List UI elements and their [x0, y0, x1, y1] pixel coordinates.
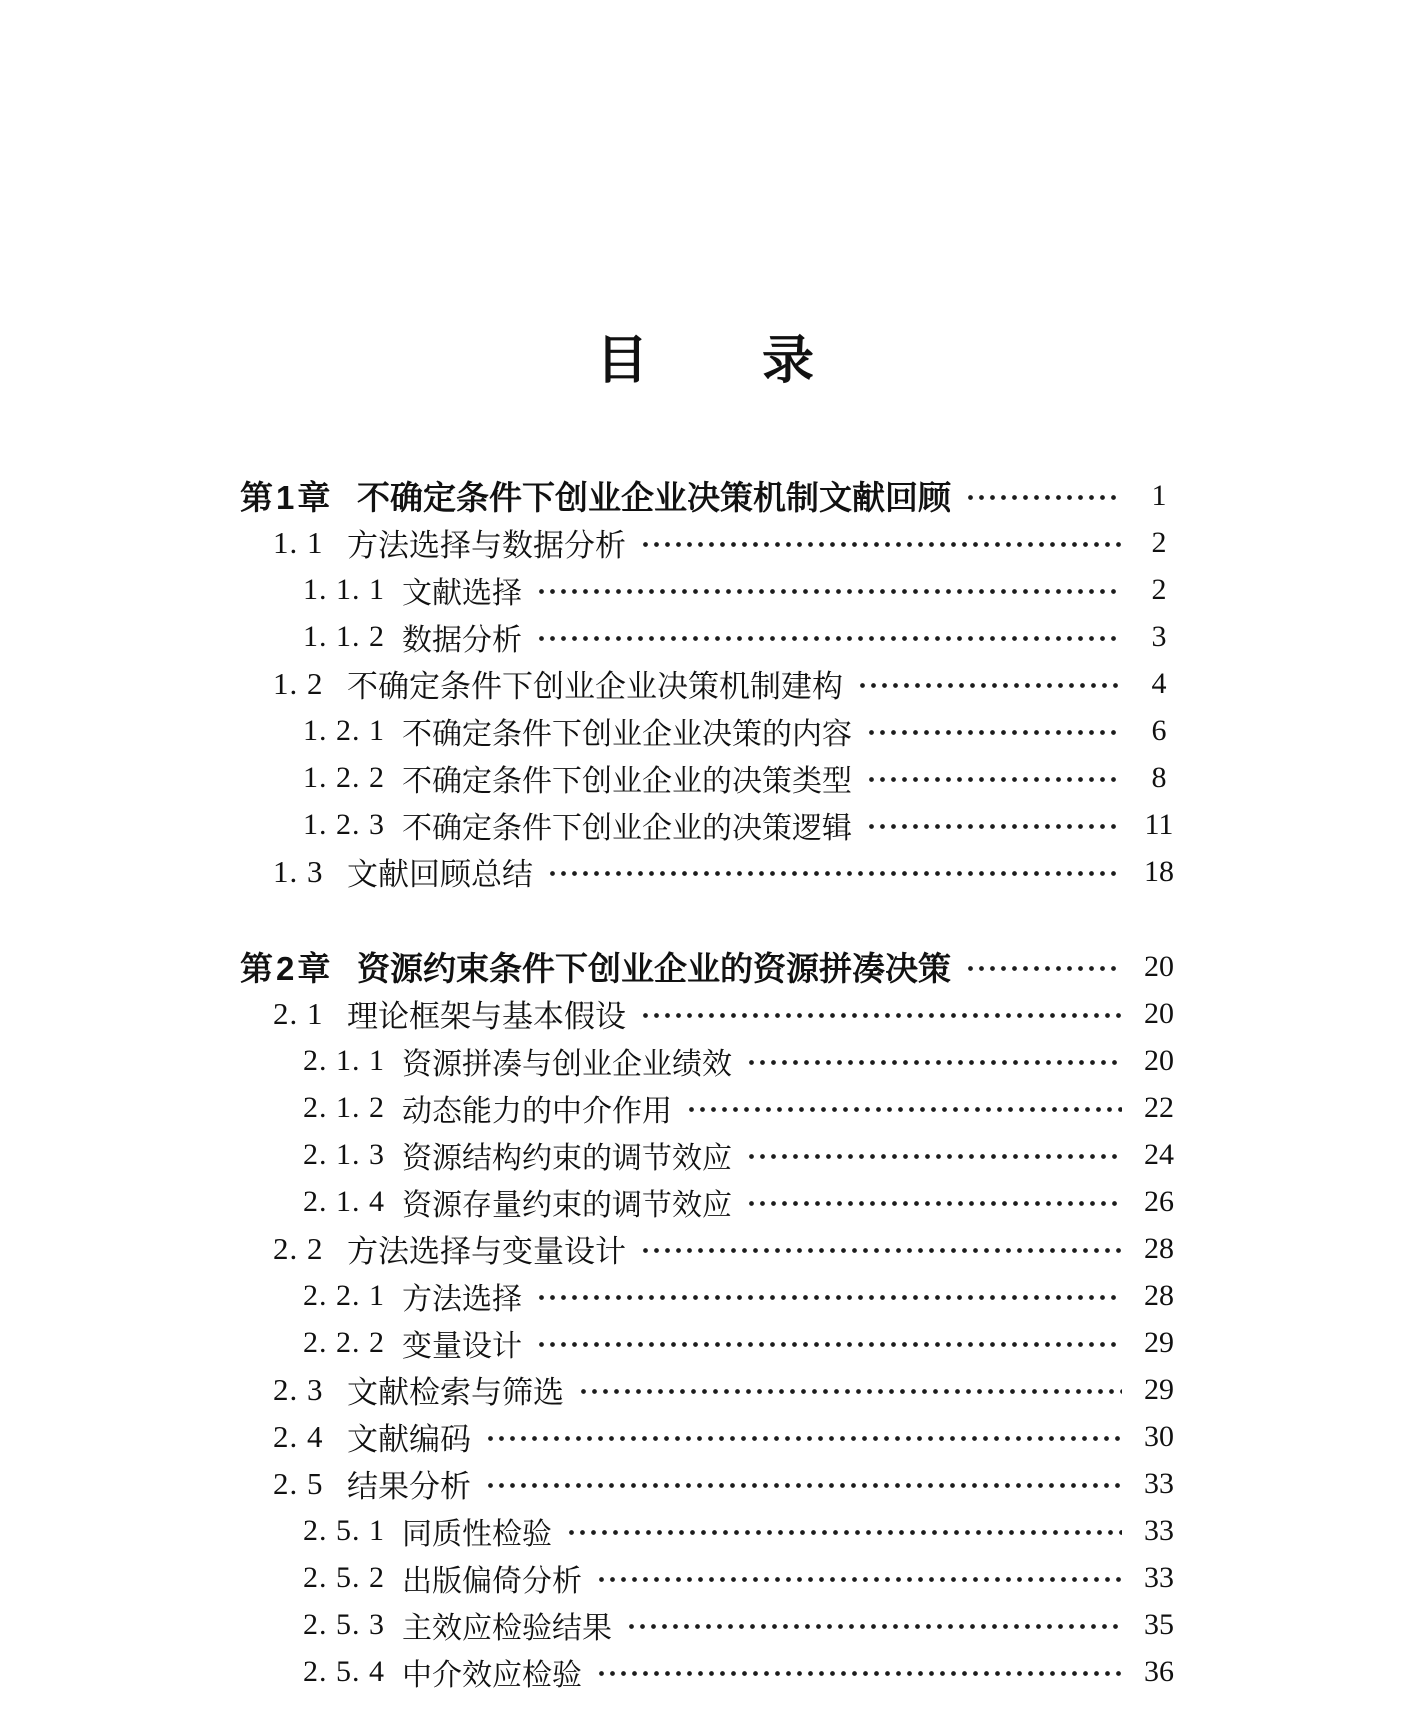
entry-page-number: 11 — [1144, 807, 1174, 841]
entry-number: 2. 2. 2 — [303, 1325, 385, 1359]
toc-entry — [240, 1272, 1186, 1319]
entry-page-number: 8 — [1151, 760, 1167, 794]
entry-title: 出版偏倚分析 — [402, 1564, 582, 1598]
dot-leader — [965, 492, 1122, 504]
entry-title: 主效应检验结果 — [402, 1611, 612, 1645]
entry-title: 方法选择与变量设计 — [347, 1234, 626, 1269]
toc-entry — [240, 519, 1186, 566]
page-title-char-mu: 目 — [595, 333, 650, 390]
entry-page-number: 26 — [1144, 1184, 1174, 1218]
dot-leader — [536, 1292, 1122, 1304]
toc-entry — [240, 990, 1186, 1037]
entry-page-number: 22 — [1144, 1090, 1174, 1124]
entry-number: 1. 3 — [273, 853, 324, 889]
dot-leader — [965, 963, 1122, 975]
entry-number: 2. 2. 1 — [303, 1278, 385, 1312]
entry-page-number: 36 — [1144, 1654, 1174, 1688]
entry-page-number: 2 — [1151, 525, 1167, 559]
entry-number: 2. 1. 2 — [303, 1090, 385, 1124]
toc-entry — [240, 613, 1186, 660]
entry-title: 中介效应检验 — [402, 1658, 582, 1692]
dot-leader — [547, 868, 1122, 880]
entry-page-number: 29 — [1144, 1325, 1174, 1359]
toc-entry — [240, 1084, 1186, 1131]
toc-entry — [240, 1037, 1186, 1084]
toc-entry — [240, 660, 1186, 707]
toc-entry — [240, 943, 1186, 990]
toc-entry — [240, 1319, 1186, 1366]
entry-page-number: 35 — [1144, 1607, 1174, 1641]
entry-title: 数据分析 — [402, 623, 522, 657]
dot-leader — [536, 1339, 1122, 1351]
toc-entry — [240, 1554, 1186, 1601]
toc-entry — [240, 848, 1186, 895]
dot-leader — [536, 586, 1122, 598]
entry-number: 2. 5 — [273, 1465, 324, 1501]
dot-leader — [578, 1386, 1122, 1398]
entry-title: 不确定条件下创业企业决策的内容 — [402, 717, 852, 751]
entry-number: 1. 1. 1 — [303, 572, 385, 606]
entry-number: 2. 5. 1 — [303, 1513, 385, 1547]
entry-page-number: 30 — [1144, 1419, 1174, 1453]
entry-number: 1. 2. 1 — [303, 713, 385, 747]
entry-number: 2. 5. 4 — [303, 1654, 385, 1688]
entry-title: 不确定条件下创业企业的决策逻辑 — [402, 811, 852, 845]
toc-entry — [240, 1460, 1186, 1507]
entry-title: 资源结构约束的调节效应 — [402, 1141, 732, 1175]
dot-leader — [536, 633, 1122, 645]
toc-entry — [240, 1178, 1186, 1225]
dot-leader — [686, 1104, 1122, 1116]
entry-number: 2. 5. 3 — [303, 1607, 385, 1641]
toc-entry — [240, 472, 1186, 519]
entry-page-number: 6 — [1151, 713, 1167, 747]
entry-page-number: 20 — [1144, 949, 1174, 983]
entry-page-number: 3 — [1151, 619, 1167, 653]
toc-entry — [240, 1413, 1186, 1460]
entry-page-number: 29 — [1144, 1372, 1174, 1406]
entry-number: 第1章 — [240, 479, 334, 516]
toc-entry — [240, 1507, 1186, 1554]
entry-number: 2. 2 — [273, 1230, 324, 1266]
entry-number: 1. 2 — [273, 665, 324, 701]
entry-page-number: 33 — [1144, 1513, 1174, 1547]
entry-page-number: 20 — [1144, 1043, 1174, 1077]
entry-number: 1. 1 — [273, 524, 324, 560]
entry-number: 2. 1. 1 — [303, 1043, 385, 1077]
entry-page-number: 33 — [1144, 1560, 1174, 1594]
entry-title: 资源约束条件下创业企业的资源拼凑决策 — [357, 950, 951, 987]
entry-number: 第2章 — [240, 950, 334, 987]
dot-leader — [485, 1480, 1122, 1492]
entry-title: 文献检索与筛选 — [347, 1375, 564, 1410]
dot-leader — [640, 1245, 1122, 1257]
page-title — [0, 0, 1412, 388]
entry-title: 方法选择与数据分析 — [347, 528, 626, 563]
dot-leader — [857, 680, 1122, 692]
toc-entry — [240, 1225, 1186, 1272]
dot-leader — [596, 1668, 1122, 1680]
entry-title: 文献回顾总结 — [347, 857, 533, 892]
dot-leader — [866, 727, 1122, 739]
entry-page-number: 28 — [1144, 1231, 1174, 1265]
entry-title: 动态能力的中介作用 — [402, 1094, 672, 1128]
dot-leader — [866, 774, 1122, 786]
entry-page-number: 18 — [1144, 854, 1174, 888]
entry-title: 变量设计 — [402, 1329, 522, 1363]
toc-entry — [240, 1131, 1186, 1178]
toc-entry — [240, 754, 1186, 801]
entry-number: 1. 2. 3 — [303, 807, 385, 841]
entry-number: 1. 1. 2 — [303, 619, 385, 653]
dot-leader — [485, 1433, 1122, 1445]
toc-entry — [240, 801, 1186, 848]
entry-title: 不确定条件下创业企业的决策类型 — [402, 764, 852, 798]
toc-entry — [240, 1366, 1186, 1413]
dot-leader — [626, 1621, 1122, 1633]
dot-leader — [746, 1198, 1122, 1210]
dot-leader — [866, 821, 1122, 833]
entry-title: 结果分析 — [347, 1469, 471, 1504]
dot-leader — [566, 1527, 1122, 1539]
toc-entry — [240, 1648, 1186, 1695]
entry-page-number: 20 — [1144, 996, 1174, 1030]
entry-number: 2. 3 — [273, 1371, 324, 1407]
entry-page-number: 28 — [1144, 1278, 1174, 1312]
entry-number: 2. 5. 2 — [303, 1560, 385, 1594]
entry-number: 2. 1. 4 — [303, 1184, 385, 1218]
entry-number: 2. 1. 3 — [303, 1137, 385, 1171]
toc-entry — [240, 566, 1186, 613]
entry-title: 不确定条件下创业企业决策机制文献回顾 — [357, 479, 951, 516]
entry-number: 2. 4 — [273, 1418, 324, 1454]
toc-entry — [240, 1601, 1186, 1648]
entry-title: 资源拼凑与创业企业绩效 — [402, 1047, 732, 1081]
dot-leader — [640, 539, 1122, 551]
entry-title: 不确定条件下创业企业决策机制建构 — [347, 669, 843, 704]
entry-title: 同质性检验 — [402, 1517, 552, 1551]
entry-title: 资源存量约束的调节效应 — [402, 1188, 732, 1222]
dot-leader — [746, 1151, 1122, 1163]
entry-title: 理论框架与基本假设 — [347, 999, 626, 1034]
dot-leader — [746, 1057, 1122, 1069]
entry-page-number: 24 — [1144, 1137, 1174, 1171]
entry-title: 文献编码 — [347, 1422, 471, 1457]
dot-leader — [640, 1010, 1122, 1022]
entry-page-number: 1 — [1151, 478, 1167, 512]
toc-list — [240, 472, 1186, 1695]
entry-page-number: 2 — [1151, 572, 1167, 606]
page-title-char-lu: 录 — [762, 333, 817, 390]
entry-number: 2. 1 — [273, 995, 324, 1031]
toc-entry — [240, 707, 1186, 754]
entry-number: 1. 2. 2 — [303, 760, 385, 794]
dot-leader — [596, 1574, 1122, 1586]
entry-page-number: 33 — [1144, 1466, 1174, 1500]
entry-title: 方法选择 — [402, 1282, 522, 1316]
entry-page-number: 4 — [1151, 666, 1167, 700]
entry-title: 文献选择 — [402, 576, 522, 610]
